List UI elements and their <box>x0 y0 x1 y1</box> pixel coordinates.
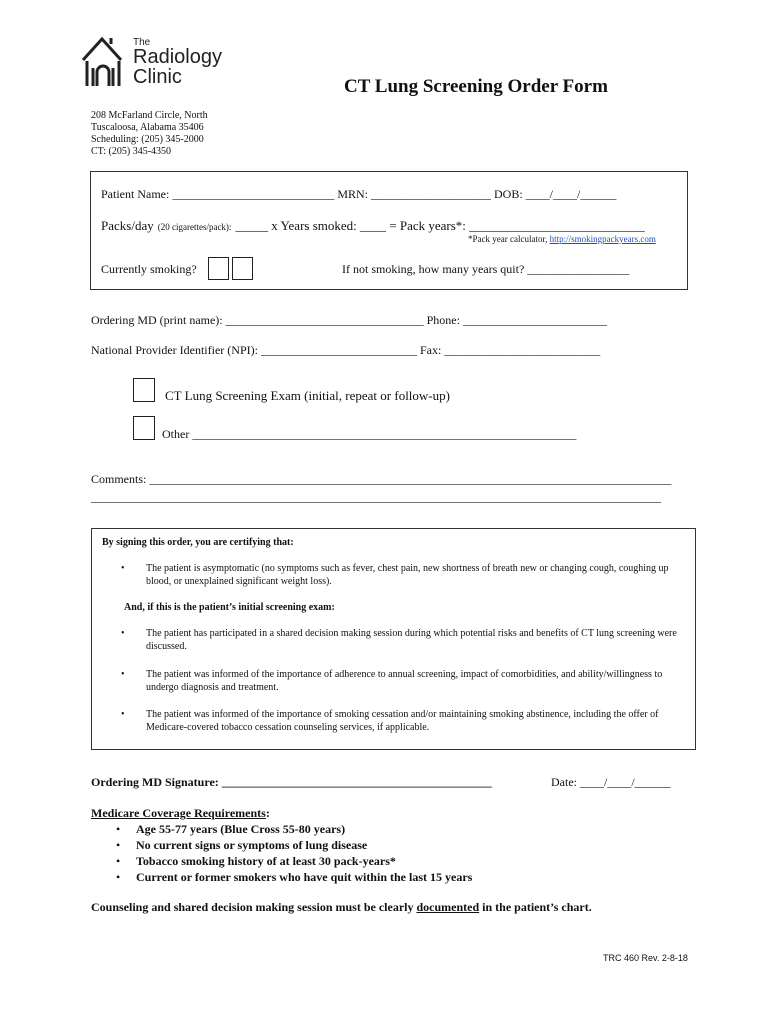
calculator-label: *Pack year calculator, <box>468 234 548 244</box>
bullet-icon: • <box>121 563 125 574</box>
pack-years-field[interactable]: _____ x Years smoked: ____ = Pack years*: ___________________________ <box>235 218 645 233</box>
counseling-documented: documented <box>416 900 480 914</box>
years-quit-field[interactable]: If not smoking, how many years quit? _________________ <box>342 262 630 276</box>
medicare-item-age: Age 55-77 years (Blue Cross 55-80 years) <box>136 822 346 836</box>
pack-year-calculator <box>468 234 656 244</box>
currently-smoking-label: Currently smoking? <box>101 262 197 276</box>
logo-the: The <box>133 37 151 48</box>
logo-radiology: Radiology <box>133 46 222 68</box>
medicare-heading <box>91 806 270 821</box>
certify-annual-screening: The patient was informed of the importance of adherence to annual screening, impact of comorbidities, and ability/willingness to undergo diagnosis and treatment. <box>146 669 663 693</box>
ct-phone: CT: (205) 345-4350 <box>91 146 172 157</box>
medicare-heading-colon: : <box>265 806 270 820</box>
certify-heading: By signing this order, you are certifying that: <box>102 537 294 548</box>
bullet-icon: • <box>116 838 121 852</box>
medicare-item-tobacco: Tobacco smoking history of at least 30 pack-years* <box>136 854 396 868</box>
comments-field-line-2[interactable]: _______________________________________________________________________________________________ <box>91 490 661 504</box>
initial-exam-subheading: And, if this is the patient’s initial screening exam: <box>124 602 335 613</box>
bullet-icon: • <box>116 822 121 836</box>
ct-lung-screening-checkbox[interactable] <box>133 378 155 402</box>
bullet-icon: • <box>121 628 125 639</box>
bullet-icon: • <box>116 854 121 868</box>
certify-asymptomatic: The patient is asymptomatic (no symptoms such as fever, chest pain, new shortness of breath new or changing cough, coughing up blood, or unexplained significant weight loss). <box>146 563 669 587</box>
certify-shared-decision: The patient has participated in a shared decision making session during which potential risks and benefits of CT lung screening were discussed. <box>146 628 677 652</box>
house-logo-icon <box>80 34 132 90</box>
ct-lung-screening-label: CT Lung Screening Exam (initial, repeat or follow-up) <box>165 388 450 403</box>
page-title: CT Lung Screening Order Form <box>344 76 608 97</box>
radiology-clinic-logo <box>80 34 240 90</box>
pack-years-row[interactable] <box>101 217 645 235</box>
bullet-icon: • <box>116 870 121 884</box>
ordering-md-phone-field[interactable]: Ordering MD (print name): _________________________________ Phone: ________________________ <box>91 313 607 327</box>
npi-fax-field[interactable]: National Provider Identifier (NPI): __________________________ Fax: __________________________ <box>91 343 601 357</box>
comments-field[interactable]: Comments: _______________________________________________________________________________________ <box>91 472 672 486</box>
smoking-no-checkbox[interactable] <box>232 257 253 280</box>
address-line-1: 208 McFarland Circle, North <box>91 110 208 121</box>
counseling-before: Counseling and shared decision making session must be clearly <box>91 900 414 914</box>
medicare-heading-text: Medicare Coverage Requirements <box>91 806 266 820</box>
scheduling-phone: Scheduling: (205) 345-2000 <box>91 134 204 145</box>
packs-note: (20 cigarettes/pack): <box>157 222 232 232</box>
counseling-after: in the patient’s chart. <box>482 900 592 914</box>
bullet-icon: • <box>121 669 125 680</box>
signature-date-field[interactable]: Date: ____/____/______ <box>551 775 671 789</box>
certify-smoking-cessation: The patient was informed of the importance of smoking cessation and/or maintaining smoking abstinence, including the offer of Medicare-covered tobacco cessation counseling services, if applicable. <box>146 709 659 733</box>
counseling-note <box>91 900 592 915</box>
smoking-yes-checkbox[interactable] <box>208 257 229 280</box>
patient-name-mrn-dob-field[interactable]: Patient Name: ___________________________ MRN: ____________________ DOB: ____/____/______ <box>101 187 617 201</box>
bullet-icon: • <box>121 709 125 720</box>
revision-label: TRC 460 Rev. 2-8-18 <box>603 953 688 963</box>
medicare-item-smokers: Current or former smokers who have quit within the last 15 years <box>136 870 473 884</box>
medicare-item-symptoms: No current signs or symptoms of lung disease <box>136 838 368 852</box>
md-signature-field[interactable] <box>91 775 492 790</box>
packs-day-label: Packs/day <box>101 218 154 233</box>
address-line-2: Tuscaloosa, Alabama 35406 <box>91 122 204 133</box>
other-exam-field[interactable]: Other ________________________________________________________________ <box>162 427 577 441</box>
logo-clinic: Clinic <box>133 66 182 88</box>
signature-label[interactable]: Ordering MD Signature: _____________________________________________ <box>91 775 492 789</box>
other-exam-checkbox[interactable] <box>133 416 155 440</box>
calculator-link[interactable]: http://smokingpackyears.com <box>549 234 656 244</box>
